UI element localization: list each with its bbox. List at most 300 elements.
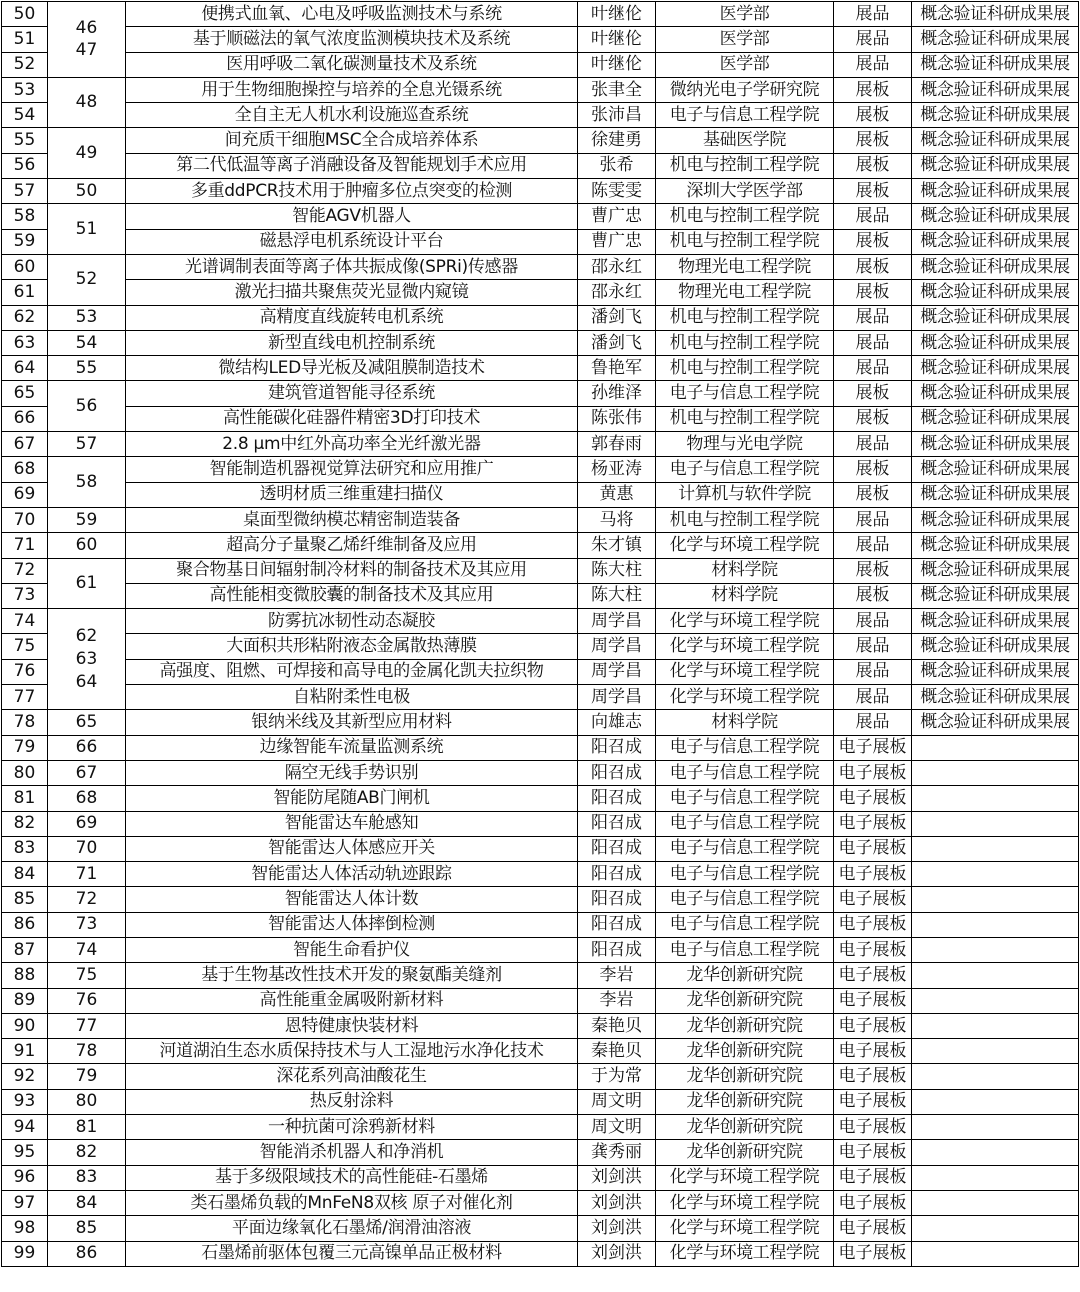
exhibit-type-cell: 电子展板 bbox=[834, 1039, 912, 1064]
table-row bbox=[2, 1241, 1079, 1266]
exhibit-type-cell: 展板 bbox=[834, 254, 912, 279]
institution-cell: 机电与控制工程学院 bbox=[656, 330, 834, 355]
project-name-cell: 基于多级限域技术的高性能硅-石墨烯 bbox=[126, 1165, 578, 1190]
table-row bbox=[2, 558, 1079, 583]
row-seq-cell: 84 bbox=[2, 862, 48, 887]
row-seq-cell: 92 bbox=[2, 1064, 48, 1089]
table-row bbox=[2, 128, 1079, 153]
table-row bbox=[2, 963, 1079, 988]
person-cell: 周学昌 bbox=[578, 685, 656, 710]
institution-cell: 电子与信息工程学院 bbox=[656, 811, 834, 836]
group-number-cell bbox=[48, 1190, 126, 1215]
row-seq-cell: 85 bbox=[2, 887, 48, 912]
person-cell: 邵永红 bbox=[578, 254, 656, 279]
exhibition-note-cell: 概念验证科研成果展 bbox=[912, 27, 1079, 52]
person-cell: 周学昌 bbox=[578, 634, 656, 659]
exhibit-type-cell: 展品 bbox=[834, 27, 912, 52]
project-name-cell: 恩特健康快装材料 bbox=[126, 1013, 578, 1038]
institution-cell: 电子与信息工程学院 bbox=[656, 836, 834, 861]
project-name-cell: 间充质干细胞MSC全合成培养体系 bbox=[126, 128, 578, 153]
group-number-cell bbox=[48, 330, 126, 355]
group-number: 84 bbox=[75, 1192, 98, 1213]
group-number: 86 bbox=[75, 1243, 98, 1264]
row-seq-cell: 82 bbox=[2, 811, 48, 836]
row-seq-cell: 95 bbox=[2, 1140, 48, 1165]
table-row bbox=[2, 432, 1079, 457]
row-seq-cell: 54 bbox=[2, 103, 48, 128]
institution-cell: 龙华创新研究院 bbox=[656, 963, 834, 988]
group-number: 70 bbox=[75, 838, 98, 859]
row-seq-cell: 72 bbox=[2, 558, 48, 583]
person-cell: 陈大柱 bbox=[578, 558, 656, 583]
table-row bbox=[2, 1064, 1079, 1089]
person-cell: 秦艳贝 bbox=[578, 1013, 656, 1038]
group-number-cell bbox=[48, 507, 126, 532]
table-row bbox=[2, 1115, 1079, 1140]
person-cell: 刘剑洪 bbox=[578, 1190, 656, 1215]
exhibit-type-cell: 展品 bbox=[834, 533, 912, 558]
group-number: 59 bbox=[75, 509, 98, 530]
person-cell: 阳召成 bbox=[578, 887, 656, 912]
row-seq-cell: 81 bbox=[2, 786, 48, 811]
row-seq-cell: 58 bbox=[2, 204, 48, 229]
institution-cell: 医学部 bbox=[656, 2, 834, 27]
exhibit-type-cell: 展板 bbox=[834, 457, 912, 482]
group-number: 66 bbox=[75, 737, 98, 758]
exhibit-type-cell: 展板 bbox=[834, 128, 912, 153]
institution-cell: 计算机与软件学院 bbox=[656, 482, 834, 507]
group-number-cell bbox=[48, 912, 126, 937]
exhibition-note-cell: 概念验证科研成果展 bbox=[912, 103, 1079, 128]
group-number: 56 bbox=[75, 395, 98, 416]
person-cell: 阳召成 bbox=[578, 937, 656, 962]
exhibition-note-cell: 概念验证科研成果展 bbox=[912, 254, 1079, 279]
group-number-cell bbox=[48, 887, 126, 912]
exhibition-note-cell bbox=[912, 811, 1079, 836]
institution-cell: 电子与信息工程学院 bbox=[656, 912, 834, 937]
group-number-cell bbox=[48, 1140, 126, 1165]
person-cell: 鲁艳军 bbox=[578, 356, 656, 381]
exhibit-type-cell: 电子展板 bbox=[834, 937, 912, 962]
institution-cell: 深圳大学医学部 bbox=[656, 179, 834, 204]
exhibit-type-cell: 展板 bbox=[834, 381, 912, 406]
person-cell: 刘剑洪 bbox=[578, 1165, 656, 1190]
person-cell: 孙维泽 bbox=[578, 381, 656, 406]
group-number: 52 bbox=[75, 269, 98, 290]
exhibit-type-cell: 电子展板 bbox=[834, 912, 912, 937]
exhibition-note-cell bbox=[912, 1140, 1079, 1165]
institution-cell: 电子与信息工程学院 bbox=[656, 862, 834, 887]
exhibit-type-cell: 电子展板 bbox=[834, 1190, 912, 1215]
person-cell: 阳召成 bbox=[578, 760, 656, 785]
exhibition-note-cell bbox=[912, 1039, 1079, 1064]
exhibition-note-cell: 概念验证科研成果展 bbox=[912, 128, 1079, 153]
exhibit-type-cell: 电子展板 bbox=[834, 1241, 912, 1266]
table-row bbox=[2, 482, 1079, 507]
exhibition-note-cell bbox=[912, 1064, 1079, 1089]
institution-cell: 电子与信息工程学院 bbox=[656, 381, 834, 406]
institution-cell: 材料学院 bbox=[656, 710, 834, 735]
institution-cell: 机电与控制工程学院 bbox=[656, 406, 834, 431]
row-seq-cell: 56 bbox=[2, 153, 48, 178]
exhibit-type-cell: 展板 bbox=[834, 153, 912, 178]
exhibit-type-cell: 电子展板 bbox=[834, 1165, 912, 1190]
institution-cell: 基础医学院 bbox=[656, 128, 834, 153]
group-number-cell bbox=[48, 305, 126, 330]
exhibition-note-cell bbox=[912, 1089, 1079, 1114]
table-row bbox=[2, 836, 1079, 861]
project-name-cell: 光谱调制表面等离子体共振成像(SPRi)传感器 bbox=[126, 254, 578, 279]
person-cell: 刘剑洪 bbox=[578, 1241, 656, 1266]
row-seq-cell: 57 bbox=[2, 179, 48, 204]
exhibition-note-cell: 概念验证科研成果展 bbox=[912, 609, 1079, 634]
institution-cell: 机电与控制工程学院 bbox=[656, 507, 834, 532]
exhibit-type-cell: 电子展板 bbox=[834, 1089, 912, 1114]
group-number-cell bbox=[48, 811, 126, 836]
group-number-cell bbox=[48, 1165, 126, 1190]
institution-cell: 化学与环境工程学院 bbox=[656, 1165, 834, 1190]
row-seq-cell: 88 bbox=[2, 963, 48, 988]
table-row bbox=[2, 609, 1079, 634]
institution-cell: 化学与环境工程学院 bbox=[656, 533, 834, 558]
project-name-cell: 智能雷达人体计数 bbox=[126, 887, 578, 912]
group-number: 50 bbox=[75, 180, 98, 201]
row-seq-cell: 62 bbox=[2, 305, 48, 330]
institution-cell: 材料学院 bbox=[656, 558, 834, 583]
person-cell: 李岩 bbox=[578, 988, 656, 1013]
exhibition-note-cell: 概念验证科研成果展 bbox=[912, 558, 1079, 583]
group-number: 48 bbox=[75, 92, 98, 113]
exhibition-note-cell bbox=[912, 887, 1079, 912]
exhibition-note-cell: 概念验证科研成果展 bbox=[912, 457, 1079, 482]
institution-cell: 机电与控制工程学院 bbox=[656, 305, 834, 330]
project-name-cell: 基于生物基改性技术开发的聚氨酯美缝剂 bbox=[126, 963, 578, 988]
project-name-cell: 银纳米线及其新型应用材料 bbox=[126, 710, 578, 735]
table-row bbox=[2, 381, 1079, 406]
exhibition-note-cell: 概念验证科研成果展 bbox=[912, 356, 1079, 381]
exhibition-note-cell: 概念验证科研成果展 bbox=[912, 330, 1079, 355]
table-row bbox=[2, 280, 1079, 305]
person-cell: 李岩 bbox=[578, 963, 656, 988]
table-row bbox=[2, 103, 1079, 128]
project-name-cell: 新型直线电机控制系统 bbox=[126, 330, 578, 355]
row-seq-cell: 89 bbox=[2, 988, 48, 1013]
project-name-cell: 多重ddPCR技术用于肿瘤多位点突变的检测 bbox=[126, 179, 578, 204]
group-number-cell bbox=[48, 1216, 126, 1241]
row-seq-cell: 97 bbox=[2, 1190, 48, 1215]
person-cell: 陈张伟 bbox=[578, 406, 656, 431]
project-name-cell: 全自主无人机水利设施巡查系统 bbox=[126, 103, 578, 128]
exhibit-type-cell: 展品 bbox=[834, 659, 912, 684]
project-name-cell: 智能生命看护仪 bbox=[126, 937, 578, 962]
project-name-cell: 类石墨烯负载的MnFeN8双核 原子对催化剂 bbox=[126, 1190, 578, 1215]
group-number: 55 bbox=[75, 357, 98, 378]
person-cell: 潘剑飞 bbox=[578, 305, 656, 330]
table-row bbox=[2, 735, 1079, 760]
project-name-cell: 平面边缘氧化石墨烯/润滑油溶液 bbox=[126, 1216, 578, 1241]
table-row bbox=[2, 406, 1079, 431]
project-name-cell: 第二代低温等离子消融设备及智能规划手术应用 bbox=[126, 153, 578, 178]
institution-cell: 化学与环境工程学院 bbox=[656, 685, 834, 710]
person-cell: 阳召成 bbox=[578, 735, 656, 760]
project-name-cell: 大面积共形粘附液态金属散热薄膜 bbox=[126, 634, 578, 659]
exhibit-type-cell: 电子展板 bbox=[834, 862, 912, 887]
table-row bbox=[2, 862, 1079, 887]
exhibit-type-cell: 展品 bbox=[834, 507, 912, 532]
group-number: 57 bbox=[75, 433, 98, 454]
exhibit-type-cell: 展品 bbox=[834, 305, 912, 330]
row-seq-cell: 99 bbox=[2, 1241, 48, 1266]
table-row bbox=[2, 1190, 1079, 1215]
table-row bbox=[2, 710, 1079, 735]
group-number: 83 bbox=[75, 1167, 98, 1188]
person-cell: 向雄志 bbox=[578, 710, 656, 735]
table-row bbox=[2, 356, 1079, 381]
row-seq-cell: 63 bbox=[2, 330, 48, 355]
institution-cell: 电子与信息工程学院 bbox=[656, 735, 834, 760]
institution-cell: 龙华创新研究院 bbox=[656, 988, 834, 1013]
row-seq-cell: 53 bbox=[2, 77, 48, 102]
group-number: 64 bbox=[75, 671, 98, 692]
project-name-cell: 智能防尾随AB门闸机 bbox=[126, 786, 578, 811]
group-number-cell bbox=[48, 862, 126, 887]
table-row bbox=[2, 786, 1079, 811]
group-number: 65 bbox=[75, 711, 98, 732]
institution-cell: 电子与信息工程学院 bbox=[656, 887, 834, 912]
institution-cell: 机电与控制工程学院 bbox=[656, 229, 834, 254]
exhibition-note-cell: 概念验证科研成果展 bbox=[912, 634, 1079, 659]
exhibit-type-cell: 电子展板 bbox=[834, 760, 912, 785]
exhibit-type-cell: 电子展板 bbox=[834, 1140, 912, 1165]
row-seq-cell: 91 bbox=[2, 1039, 48, 1064]
row-seq-cell: 64 bbox=[2, 356, 48, 381]
row-seq-cell: 73 bbox=[2, 583, 48, 608]
table-row bbox=[2, 305, 1079, 330]
exhibition-note-cell: 概念验证科研成果展 bbox=[912, 381, 1079, 406]
group-number-cell bbox=[48, 204, 126, 255]
project-name-cell: 石墨烯前驱体包覆三元高镍单品正极材料 bbox=[126, 1241, 578, 1266]
group-number: 60 bbox=[75, 534, 98, 555]
person-cell: 张聿全 bbox=[578, 77, 656, 102]
row-seq-cell: 77 bbox=[2, 685, 48, 710]
table-row bbox=[2, 887, 1079, 912]
group-number: 46 bbox=[75, 17, 98, 38]
exhibition-note-cell bbox=[912, 836, 1079, 861]
project-name-cell: 便携式血氧、心电及呼吸监测技术与系统 bbox=[126, 2, 578, 27]
institution-cell: 化学与环境工程学院 bbox=[656, 659, 834, 684]
group-number: 63 bbox=[75, 648, 98, 669]
table-row bbox=[2, 760, 1079, 785]
group-number: 58 bbox=[75, 471, 98, 492]
group-number: 85 bbox=[75, 1217, 98, 1238]
person-cell: 张希 bbox=[578, 153, 656, 178]
person-cell: 陈大柱 bbox=[578, 583, 656, 608]
table-row bbox=[2, 254, 1079, 279]
exhibit-type-cell: 电子展板 bbox=[834, 786, 912, 811]
exhibit-type-cell: 展品 bbox=[834, 52, 912, 77]
group-number: 75 bbox=[75, 964, 98, 985]
row-seq-cell: 76 bbox=[2, 659, 48, 684]
row-seq-cell: 94 bbox=[2, 1115, 48, 1140]
person-cell: 周文明 bbox=[578, 1089, 656, 1114]
table-row bbox=[2, 1216, 1079, 1241]
project-name-cell: 边缘智能车流量监测系统 bbox=[126, 735, 578, 760]
group-number-cell bbox=[48, 1115, 126, 1140]
group-number-cell bbox=[48, 609, 126, 710]
group-number: 47 bbox=[75, 40, 98, 61]
exhibition-note-cell bbox=[912, 735, 1079, 760]
table-row bbox=[2, 634, 1079, 659]
project-name-cell: 高性能碳化硅器件精密3D打印技术 bbox=[126, 406, 578, 431]
institution-cell: 龙华创新研究院 bbox=[656, 1039, 834, 1064]
institution-cell: 微纳光电子学研究院 bbox=[656, 77, 834, 102]
exhibit-type-cell: 展板 bbox=[834, 558, 912, 583]
exhibition-note-cell bbox=[912, 988, 1079, 1013]
project-name-cell: 智能雷达人体活动轨迹跟踪 bbox=[126, 862, 578, 887]
project-name-cell: 深花系列高油酸花生 bbox=[126, 1064, 578, 1089]
exhibit-type-cell: 展板 bbox=[834, 179, 912, 204]
person-cell: 龚秀丽 bbox=[578, 1140, 656, 1165]
group-number-cell bbox=[48, 254, 126, 305]
row-seq-cell: 59 bbox=[2, 229, 48, 254]
exhibit-type-cell: 电子展板 bbox=[834, 735, 912, 760]
project-name-cell: 用于生物细胞操控与培养的全息光镊系统 bbox=[126, 77, 578, 102]
project-name-cell: 防雾抗冰韧性动态凝胶 bbox=[126, 609, 578, 634]
person-cell: 张沛昌 bbox=[578, 103, 656, 128]
project-name-cell: 建筑管道智能寻径系统 bbox=[126, 381, 578, 406]
project-name-cell: 隔空无线手势识别 bbox=[126, 760, 578, 785]
person-cell: 阳召成 bbox=[578, 786, 656, 811]
institution-cell: 材料学院 bbox=[656, 583, 834, 608]
group-number-cell bbox=[48, 128, 126, 179]
table-row bbox=[2, 1013, 1079, 1038]
project-name-cell: 高强度、阻燃、可焊接和高导电的金属化凯夫拉织物 bbox=[126, 659, 578, 684]
exhibit-type-cell: 展品 bbox=[834, 204, 912, 229]
table-row bbox=[2, 583, 1079, 608]
row-seq-cell: 66 bbox=[2, 406, 48, 431]
person-cell: 阳召成 bbox=[578, 862, 656, 887]
exhibition-note-cell bbox=[912, 1013, 1079, 1038]
person-cell: 徐建勇 bbox=[578, 128, 656, 153]
project-name-cell: 热反射涂料 bbox=[126, 1089, 578, 1114]
person-cell: 杨亚涛 bbox=[578, 457, 656, 482]
person-cell: 于为常 bbox=[578, 1064, 656, 1089]
table-row bbox=[2, 685, 1079, 710]
exhibition-note-cell bbox=[912, 760, 1079, 785]
institution-cell: 化学与环境工程学院 bbox=[656, 634, 834, 659]
project-name-cell: 磁悬浮电机系统设计平台 bbox=[126, 229, 578, 254]
group-number-cell bbox=[48, 381, 126, 432]
group-number: 76 bbox=[75, 990, 98, 1011]
institution-cell: 医学部 bbox=[656, 27, 834, 52]
institution-cell: 机电与控制工程学院 bbox=[656, 204, 834, 229]
institution-cell: 化学与环境工程学院 bbox=[656, 609, 834, 634]
institution-cell: 龙华创新研究院 bbox=[656, 1013, 834, 1038]
person-cell: 朱才镇 bbox=[578, 533, 656, 558]
project-name-cell: 高性能相变微胶囊的制备技术及其应用 bbox=[126, 583, 578, 608]
project-name-cell: 医用呼吸二氧化碳测量技术及系统 bbox=[126, 52, 578, 77]
row-seq-cell: 69 bbox=[2, 482, 48, 507]
table-body bbox=[2, 2, 1079, 1267]
group-number: 67 bbox=[75, 762, 98, 783]
group-number: 81 bbox=[75, 1116, 98, 1137]
institution-cell: 医学部 bbox=[656, 52, 834, 77]
exhibition-note-cell bbox=[912, 1115, 1079, 1140]
table-row bbox=[2, 330, 1079, 355]
person-cell: 周学昌 bbox=[578, 609, 656, 634]
row-seq-cell: 60 bbox=[2, 254, 48, 279]
project-name-cell: 智能AGV机器人 bbox=[126, 204, 578, 229]
exhibition-note-cell: 概念验证科研成果展 bbox=[912, 179, 1079, 204]
group-number: 62 bbox=[75, 625, 98, 646]
institution-cell: 龙华创新研究院 bbox=[656, 1089, 834, 1114]
institution-cell: 电子与信息工程学院 bbox=[656, 937, 834, 962]
person-cell: 黄惠 bbox=[578, 482, 656, 507]
exhibit-type-cell: 电子展板 bbox=[834, 887, 912, 912]
exhibit-type-cell: 展板 bbox=[834, 406, 912, 431]
person-cell: 马将 bbox=[578, 507, 656, 532]
institution-cell: 龙华创新研究院 bbox=[656, 1064, 834, 1089]
project-name-cell: 智能雷达人体摔倒检测 bbox=[126, 912, 578, 937]
person-cell: 叶继伦 bbox=[578, 2, 656, 27]
exhibit-type-cell: 展品 bbox=[834, 609, 912, 634]
exhibition-note-cell bbox=[912, 1216, 1079, 1241]
exhibition-note-cell: 概念验证科研成果展 bbox=[912, 533, 1079, 558]
row-seq-cell: 90 bbox=[2, 1013, 48, 1038]
institution-cell: 化学与环境工程学院 bbox=[656, 1216, 834, 1241]
exhibit-type-cell: 展板 bbox=[834, 482, 912, 507]
person-cell: 刘剑洪 bbox=[578, 1216, 656, 1241]
row-seq-cell: 83 bbox=[2, 836, 48, 861]
project-name-cell: 微结构LED导光板及减阻膜制造技术 bbox=[126, 356, 578, 381]
project-name-cell: 高性能重金属吸附新材料 bbox=[126, 988, 578, 1013]
exhibit-type-cell: 展品 bbox=[834, 330, 912, 355]
exhibition-note-cell: 概念验证科研成果展 bbox=[912, 406, 1079, 431]
person-cell: 阳召成 bbox=[578, 912, 656, 937]
group-number: 68 bbox=[75, 787, 98, 808]
row-seq-cell: 52 bbox=[2, 52, 48, 77]
row-seq-cell: 87 bbox=[2, 937, 48, 962]
table-row bbox=[2, 204, 1079, 229]
exhibition-note-cell bbox=[912, 1190, 1079, 1215]
exhibit-type-cell: 电子展板 bbox=[834, 1115, 912, 1140]
person-cell: 阳召成 bbox=[578, 811, 656, 836]
exhibit-type-cell: 电子展板 bbox=[834, 836, 912, 861]
person-cell: 陈雯雯 bbox=[578, 179, 656, 204]
institution-cell: 龙华创新研究院 bbox=[656, 1115, 834, 1140]
group-number-cell bbox=[48, 2, 126, 78]
row-seq-cell: 80 bbox=[2, 760, 48, 785]
exhibit-type-cell: 展板 bbox=[834, 280, 912, 305]
group-number: 69 bbox=[75, 813, 98, 834]
group-number-cell bbox=[48, 77, 126, 128]
group-number: 71 bbox=[75, 863, 98, 884]
exhibition-note-cell bbox=[912, 912, 1079, 937]
group-number: 49 bbox=[75, 142, 98, 163]
table-row bbox=[2, 2, 1079, 27]
exhibit-type-cell: 展板 bbox=[834, 103, 912, 128]
row-seq-cell: 71 bbox=[2, 533, 48, 558]
group-number: 80 bbox=[75, 1091, 98, 1112]
project-name-cell: 智能消杀机器人和净消机 bbox=[126, 1140, 578, 1165]
exhibition-note-cell: 概念验证科研成果展 bbox=[912, 52, 1079, 77]
group-number: 53 bbox=[75, 307, 98, 328]
exhibit-type-cell: 展品 bbox=[834, 634, 912, 659]
exhibition-note-cell: 概念验证科研成果展 bbox=[912, 685, 1079, 710]
exhibit-type-cell: 展板 bbox=[834, 583, 912, 608]
row-seq-cell: 79 bbox=[2, 735, 48, 760]
institution-cell: 电子与信息工程学院 bbox=[656, 457, 834, 482]
